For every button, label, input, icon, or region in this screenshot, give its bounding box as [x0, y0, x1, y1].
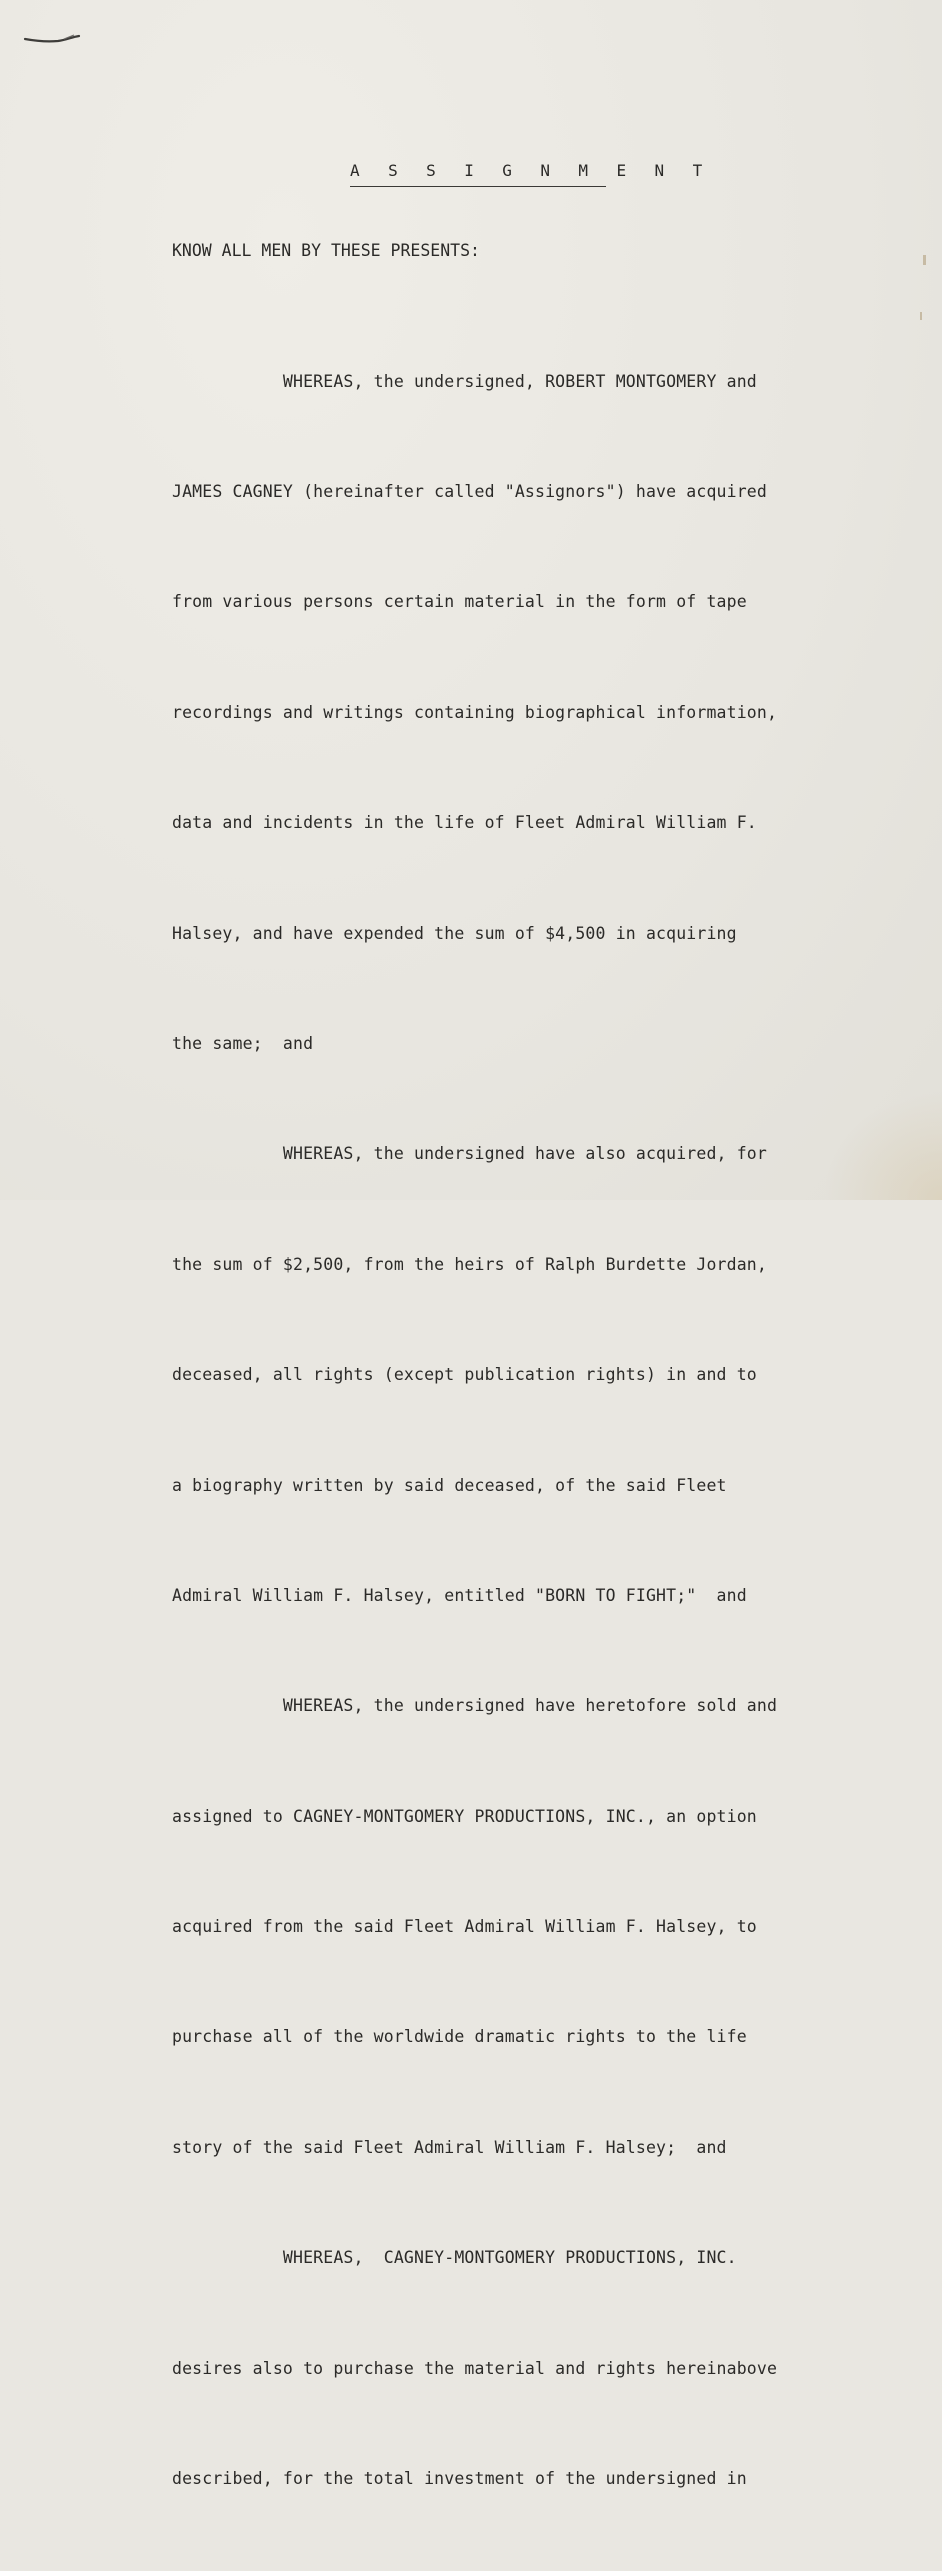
body-line: the sum of $2,500, from the heirs of Ralph Burdette Jordan,	[172, 1254, 767, 1274]
body-line: the same; and	[172, 1033, 314, 1053]
document-body	[172, 290, 777, 2571]
body-line: from various persons certain material in the form of tape	[172, 592, 747, 612]
body-line: recordings and writings containing biographical information,	[172, 702, 778, 722]
body-line: JAMES CAGNEY (hereinafter called "Assignors") have acquired	[172, 481, 767, 501]
body-line: Halsey, and have expended the sum of $4,500 in acquiring	[172, 923, 737, 943]
corner-stain	[822, 1090, 942, 1200]
document-heading: KNOW ALL MEN BY THESE PRESENTS:	[172, 241, 480, 260]
body-line: a biography written by said deceased, of the said Fleet	[172, 1475, 727, 1495]
edge-mark	[923, 255, 926, 265]
body-line: WHEREAS, the undersigned have heretofore sold and	[172, 1696, 778, 1716]
body-line: WHEREAS, CAGNEY-MONTGOMERY PRODUCTIONS, INC.	[172, 2248, 737, 2268]
body-line: desires also to purchase the material and rights hereinabove	[172, 2358, 778, 2378]
document-title: A S S I G N M E N T	[350, 160, 606, 187]
body-line: acquired from the said Fleet Admiral William F. Halsey, to	[172, 1917, 757, 1937]
body-line: described, for the total investment of the undersigned in	[172, 2469, 747, 2489]
body-line: purchase all of the worldwide dramatic rights to the life	[172, 2027, 747, 2047]
staple-icon	[24, 33, 80, 45]
body-line: WHEREAS, the undersigned have also acquired, for	[172, 1144, 767, 1164]
body-line: story of the said Fleet Admiral William F. Halsey; and	[172, 2137, 727, 2157]
edge-mark	[920, 312, 922, 320]
body-line: assigned to CAGNEY-MONTGOMERY PRODUCTIONS, INC., an option	[172, 1806, 757, 1826]
body-line: Admiral William F. Halsey, entitled "BORN TO FIGHT;" and	[172, 1585, 747, 1605]
body-line: deceased, all rights (except publication rights) in and to	[172, 1365, 757, 1385]
body-line: WHEREAS, the undersigned, ROBERT MONTGOMERY and	[172, 371, 757, 391]
body-line: data and incidents in the life of Fleet Admiral William F.	[172, 813, 757, 833]
